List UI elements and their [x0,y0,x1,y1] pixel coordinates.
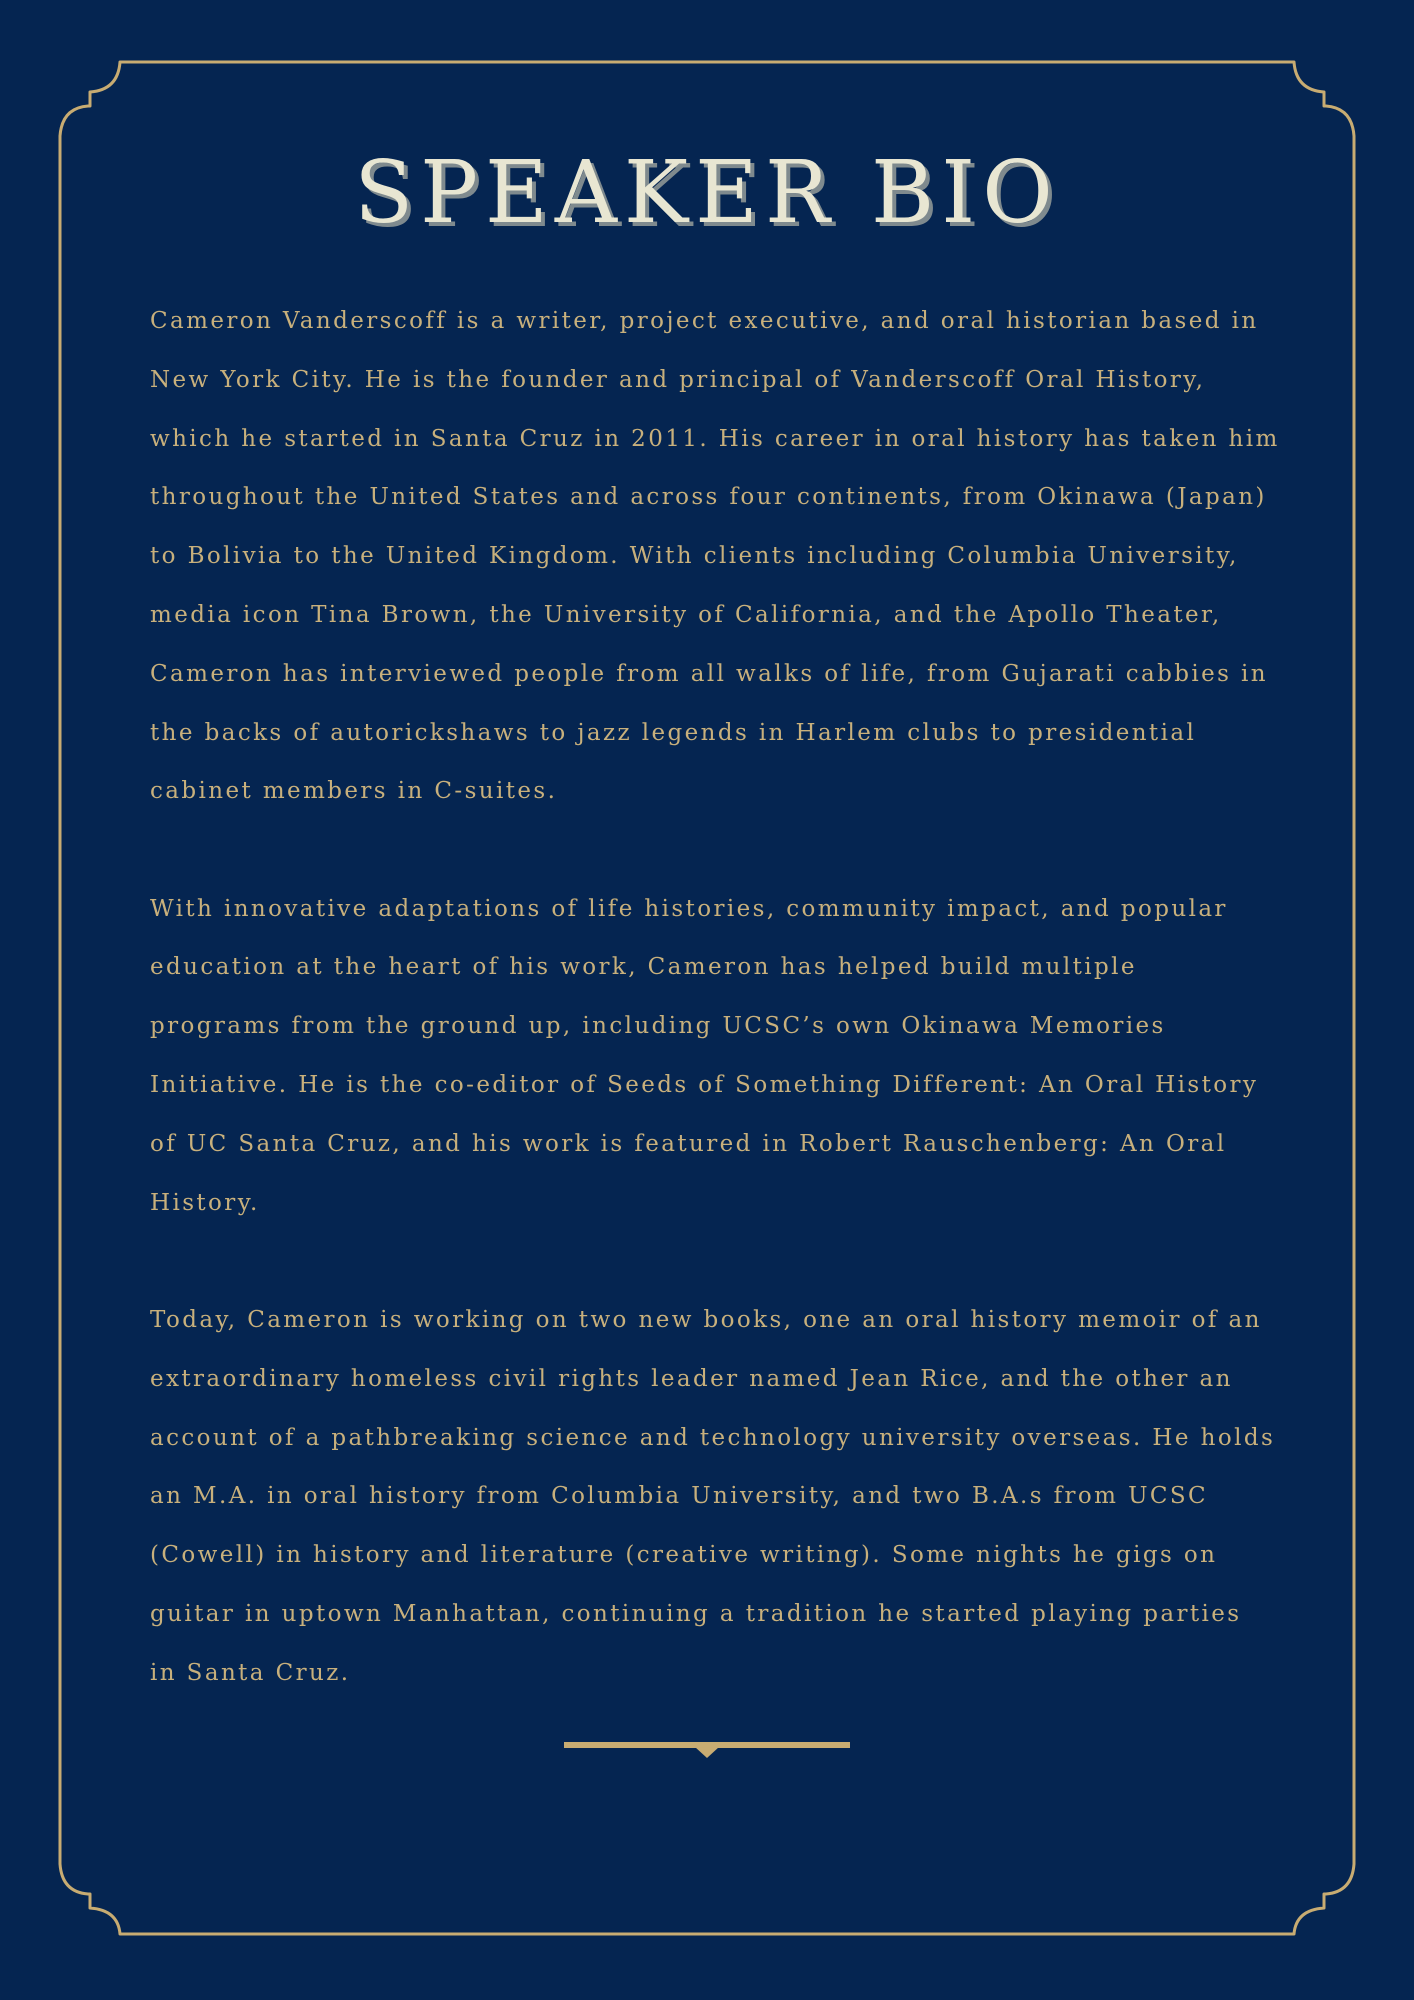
bio-line: Cameron Vanderscoff is a writer, project executive, and oral historian based in [150,308,1259,334]
bio-body [150,292,1280,1761]
bio-line: education at the heart of his work, Cameron has helped build multiple [150,954,1137,981]
bio-line: (Cowell) in history and literature (creative writing). Some nights he gigs on [150,1542,1218,1569]
bio-line: media icon Tina Brown, the University of California, and the Apollo Theater, [150,601,1222,628]
bio-line: of UC Santa Cruz, and his work is featured in Robert Rauschenberg: An Oral [150,1130,1227,1157]
bio-line: Cameron has interviewed people from all walks of life, from Gujarati cabbies in [150,660,1268,687]
bio-paragraph-3 [150,1291,1280,1703]
bio-line: Today, Cameron is working on two new books, one an oral history memoir of an [150,1306,1262,1333]
bio-line: New York City. He is the founder and principal of Vanderscoff Oral History, [150,366,1206,393]
bio-line: which he started in Santa Cruz in 2011. His career in oral history has taken him [150,425,1280,452]
bio-line: cabinet members in C-suites. [150,778,558,805]
bio-line: throughout the United States and across four continents, from Okinawa (Japan) [150,484,1267,511]
bio-paragraph-2 [150,880,1280,1233]
decorative-divider [563,1738,851,1762]
bio-line: an M.A. in oral history from Columbia University, and two B.A.s from UCSC [150,1483,1209,1510]
bio-line: guitar in uptown Manhattan, continuing a tradition he started playing parties [150,1600,1242,1627]
bio-line: With innovative adaptations of life histories, community impact, and popular [150,895,1228,922]
bio-line: to Bolivia to the United Kingdom. With clients including Columbia University, [150,543,1239,570]
bio-line: the backs of autorickshaws to jazz legends in Harlem clubs to presidential [150,719,1197,746]
bio-paragraph-1 [150,292,1280,821]
bio-line: Initiative. He is the co-editor of Seeds of Something Different: An Oral History [150,1072,1259,1099]
page-title: SPEAKER BIO [354,143,1060,243]
bio-line: extraordinary homeless civil rights leader named Jean Rice, and the other an [150,1365,1233,1392]
bio-line: programs from the ground up, including UCSC’s own Okinawa Memories [150,1013,1166,1040]
bio-line: in Santa Cruz. [150,1659,351,1686]
bio-line: account of a pathbreaking science and technology university overseas. He holds [150,1424,1276,1451]
bio-line: History. [150,1189,260,1216]
